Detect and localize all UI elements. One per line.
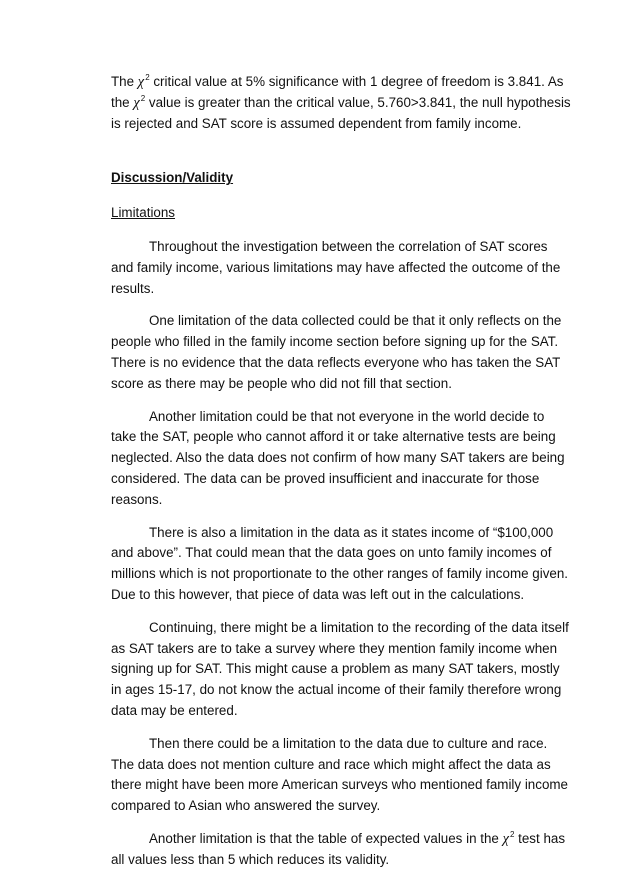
- chi-symbol: χ: [133, 94, 140, 111]
- paragraph-limitation-income-range: There is also a limitation in the data as it states income of “$100,000 and above”. That could mean that the data goes on unto family incomes of millions which is not proportionate to the other ranges of family income given. Due to this however, that piece of data was left out in the calculations.: [111, 524, 569, 602]
- paragraph-limitation-expected-values: [111, 829, 573, 871]
- last-text-2: test has all values less than 5 which reduces its validity.: [111, 830, 566, 867]
- document-page: [111, 72, 573, 883]
- paragraph-limitation-not-everyone: Another limitation could be that not everyone in the world decide to take the SAT, people who cannot afford it or take alternative tests are being neglected. Also the data does not confirm of how many SAT takers are being considered. The data can be proved insufficient and inaccurate for those reasons.: [111, 408, 565, 507]
- chi-symbol: χ: [137, 74, 145, 90]
- paragraph-intro-limitations: Throughout the investigation between the correlation of SAT scores and family income, various limitations may have affected the outcome of the results.: [111, 238, 561, 296]
- subsection-heading: Limitations: [111, 205, 176, 221]
- intro-text-1: The: [111, 74, 138, 89]
- paragraph-limitation-culture-race: Then there could be a limitation to the data due to culture and race. The data does not mention culture and race which might affect the data as there might have been more American surveys who mentioned family income compared to Asian who answered the survey.: [111, 735, 568, 814]
- chi-symbol: χ: [502, 830, 509, 847]
- superscript-2: 2: [145, 73, 150, 82]
- superscript-2: 2: [140, 93, 146, 103]
- last-text-1: Another limitation is that the table of expected values in the: [149, 830, 503, 846]
- superscript-2: 2: [509, 829, 515, 839]
- section-heading: Discussion/Validity: [111, 170, 234, 186]
- chi-square-result-paragraph: [111, 72, 573, 134]
- paragraph-limitation-filled-section: One limitation of the data collected could be that it only reflects on the people who filled in the family income section before signing up for the SAT. There is no evidence that the data reflects everyone who has taken the SAT score as there may be people who did not fill that section.: [111, 313, 562, 391]
- intro-text-3: value is greater than the critical value, 5.760>3.841, the null hypothesis is rejected and SAT score is assumed dependent from family income.: [111, 94, 571, 131]
- intro-text-2: critical value at 5% significance with 1 degree of freedom is 3.841. As the: [111, 74, 564, 110]
- paragraph-limitation-recording: Continuing, there might be a limitation to the recording of the data itself as SAT takers are to take a survey where they mention family income when signing up for SAT. This might cause a problem as many SAT takers, mostly in ages 15-17, do not know the actual income of their family therefore wrong data may be entered.: [111, 619, 569, 718]
